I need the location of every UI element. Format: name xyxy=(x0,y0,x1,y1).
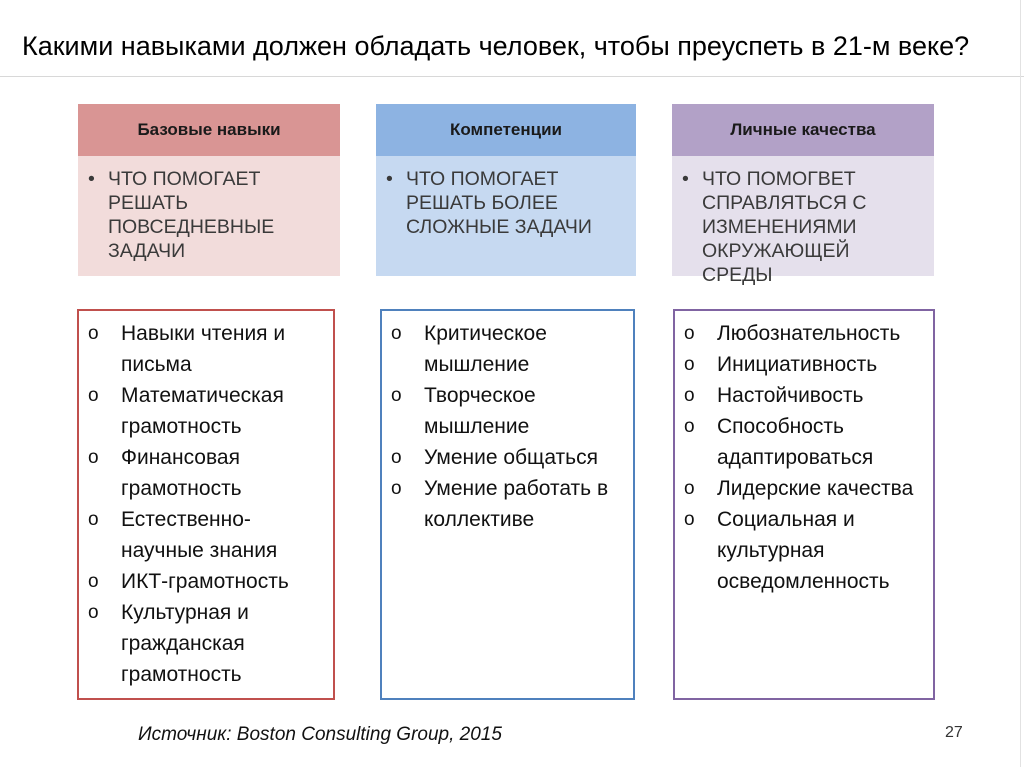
list-marker: o xyxy=(88,447,99,468)
list-item-text: культурная xyxy=(717,539,825,562)
list-marker: o xyxy=(684,385,695,406)
list-marker xyxy=(88,628,121,659)
bullet-marker: • xyxy=(682,168,689,190)
column-header: Базовые навыки xyxy=(78,104,340,156)
bullet-marker: • xyxy=(386,168,393,190)
list-marker xyxy=(684,535,717,566)
list-item-text: Настойчивость xyxy=(717,384,864,407)
column-header: Компетенции xyxy=(376,104,636,156)
bullet-marker xyxy=(88,215,108,239)
list-marker xyxy=(88,535,121,566)
description-text: РЕШАТЬ БОЛЕЕ xyxy=(406,192,558,214)
description-line xyxy=(88,215,326,239)
list-marker: o xyxy=(88,323,99,344)
list-marker: o xyxy=(684,509,695,530)
list-item xyxy=(684,318,923,349)
list-item xyxy=(88,411,323,442)
list-item xyxy=(88,659,323,690)
bullet-marker xyxy=(88,239,108,263)
list-item xyxy=(88,597,323,628)
list-item-text: грамотность xyxy=(121,663,242,686)
description-line xyxy=(88,191,326,215)
list-item xyxy=(88,504,323,535)
description-text: ЧТО ПОМОГАЕТ xyxy=(108,168,261,190)
column-basic-skills xyxy=(78,104,340,276)
list-item xyxy=(88,318,323,349)
list-item-text: Способность xyxy=(717,415,844,438)
page-number: 27 xyxy=(945,724,963,741)
column-personal-qualities xyxy=(672,104,934,286)
list-marker: o xyxy=(88,509,99,530)
list-marker xyxy=(88,473,121,504)
list-marker xyxy=(391,411,424,442)
list-item xyxy=(684,442,923,473)
list-item xyxy=(391,473,623,504)
list-item-text: ИКТ-грамотность xyxy=(121,570,289,593)
list-marker xyxy=(684,566,717,597)
description-text: ЗАДАЧИ xyxy=(108,240,186,262)
list-marker: o xyxy=(391,447,402,468)
list-marker: o xyxy=(88,385,99,406)
right-edge-line xyxy=(1020,0,1021,767)
description-text: СПРАВЛЯТЬСЯ С xyxy=(702,192,867,214)
list-marker: o xyxy=(391,385,402,406)
list-item xyxy=(391,504,623,535)
list-item xyxy=(684,504,923,535)
slide-title: Какими навыками должен обладать человек, чтобы преуспеть в 21-м веке? xyxy=(22,31,970,61)
list-marker xyxy=(391,349,424,380)
list-marker xyxy=(88,411,121,442)
bullet-marker xyxy=(682,239,702,287)
list-item-text: мышление xyxy=(424,353,530,376)
list-item-text: Социальная и xyxy=(717,508,855,531)
list-item-text: Умение работать в xyxy=(424,477,609,500)
list-item xyxy=(88,566,323,597)
list-item xyxy=(684,349,923,380)
bullet-marker xyxy=(386,191,406,215)
list-marker xyxy=(684,442,717,473)
bullet-marker xyxy=(88,191,108,215)
column-competencies xyxy=(376,104,636,276)
list-item-text: грамотность xyxy=(121,415,242,438)
column-description xyxy=(672,156,934,286)
list-item-text: Инициативность xyxy=(717,353,878,376)
bullet-marker xyxy=(386,215,406,239)
description-text: ЧТО ПОМОГВЕТ xyxy=(702,168,856,190)
list-item-text: Творческое xyxy=(424,384,536,407)
list-marker: o xyxy=(391,323,402,344)
description-line xyxy=(88,239,326,263)
list-item-text: Лидерские качества xyxy=(717,477,914,500)
column-description xyxy=(78,156,340,276)
list-item-text: Навыки чтения и xyxy=(121,322,286,345)
list-item-text: Любознательность xyxy=(717,322,901,345)
list-item-text: Финансовая xyxy=(121,446,240,469)
column-description xyxy=(376,156,636,276)
list-marker: o xyxy=(391,478,402,499)
list-item xyxy=(88,473,323,504)
list-item xyxy=(391,349,623,380)
skills-list-personal xyxy=(673,309,935,700)
list-item xyxy=(88,535,323,566)
description-line xyxy=(682,167,920,191)
list-item-text: письма xyxy=(121,353,192,376)
list-item-text: Критическое xyxy=(424,322,547,345)
list-item-text: Умение общаться xyxy=(424,446,598,469)
description-line xyxy=(386,191,622,215)
list-item xyxy=(684,411,923,442)
description-text: ЧТО ПОМОГАЕТ xyxy=(406,168,559,190)
description-line xyxy=(682,215,920,239)
list-marker xyxy=(391,504,424,535)
description-line xyxy=(386,215,622,239)
list-item xyxy=(88,349,323,380)
description-text: РЕШАТЬ xyxy=(108,192,189,214)
list-item xyxy=(391,411,623,442)
list-item-text: научные знания xyxy=(121,539,278,562)
skills-list-competencies xyxy=(380,309,635,700)
list-item-text: мышление xyxy=(424,415,530,438)
list-marker: o xyxy=(88,602,99,623)
list-item-text: грамотность xyxy=(121,477,242,500)
description-text: СЛОЖНЫЕ ЗАДАЧИ xyxy=(406,216,592,238)
description-line xyxy=(386,167,622,191)
list-item xyxy=(684,535,923,566)
description-line xyxy=(682,191,920,215)
list-item-text: Естественно- xyxy=(121,508,251,531)
list-item-text: Математическая xyxy=(121,384,284,407)
description-line xyxy=(88,167,326,191)
list-item xyxy=(391,380,623,411)
list-marker: o xyxy=(684,478,695,499)
source-citation: Источник: Boston Consulting Group, 2015 xyxy=(138,724,502,745)
title-divider xyxy=(0,76,1024,77)
bullet-marker: • xyxy=(88,168,95,190)
list-item xyxy=(88,442,323,473)
list-item xyxy=(88,628,323,659)
list-marker: o xyxy=(684,416,695,437)
list-item xyxy=(88,380,323,411)
list-item xyxy=(391,442,623,473)
skills-list-basic xyxy=(77,309,335,700)
list-marker: o xyxy=(684,323,695,344)
description-line xyxy=(682,239,920,287)
list-item-text: Культурная и xyxy=(121,601,249,624)
list-marker: o xyxy=(88,571,99,592)
bullet-marker xyxy=(682,191,702,215)
list-marker xyxy=(88,659,121,690)
list-marker: o xyxy=(684,354,695,375)
description-text: ПОВСЕДНЕВНЫЕ xyxy=(108,216,275,238)
bullet-marker xyxy=(682,215,702,239)
list-item-text: гражданская xyxy=(121,632,245,655)
list-marker xyxy=(88,349,121,380)
description-text: ОКРУЖАЮЩЕЙ СРЕДЫ xyxy=(702,240,850,286)
column-header: Личные качества xyxy=(672,104,934,156)
list-item xyxy=(391,318,623,349)
list-item-text: осведомленность xyxy=(717,570,890,593)
list-item xyxy=(684,473,923,504)
list-item-text: коллективе xyxy=(424,508,535,531)
list-item xyxy=(684,380,923,411)
description-text: ИЗМЕНЕНИЯМИ xyxy=(702,216,857,238)
list-item xyxy=(684,566,923,597)
list-item-text: адаптироваться xyxy=(717,446,874,469)
